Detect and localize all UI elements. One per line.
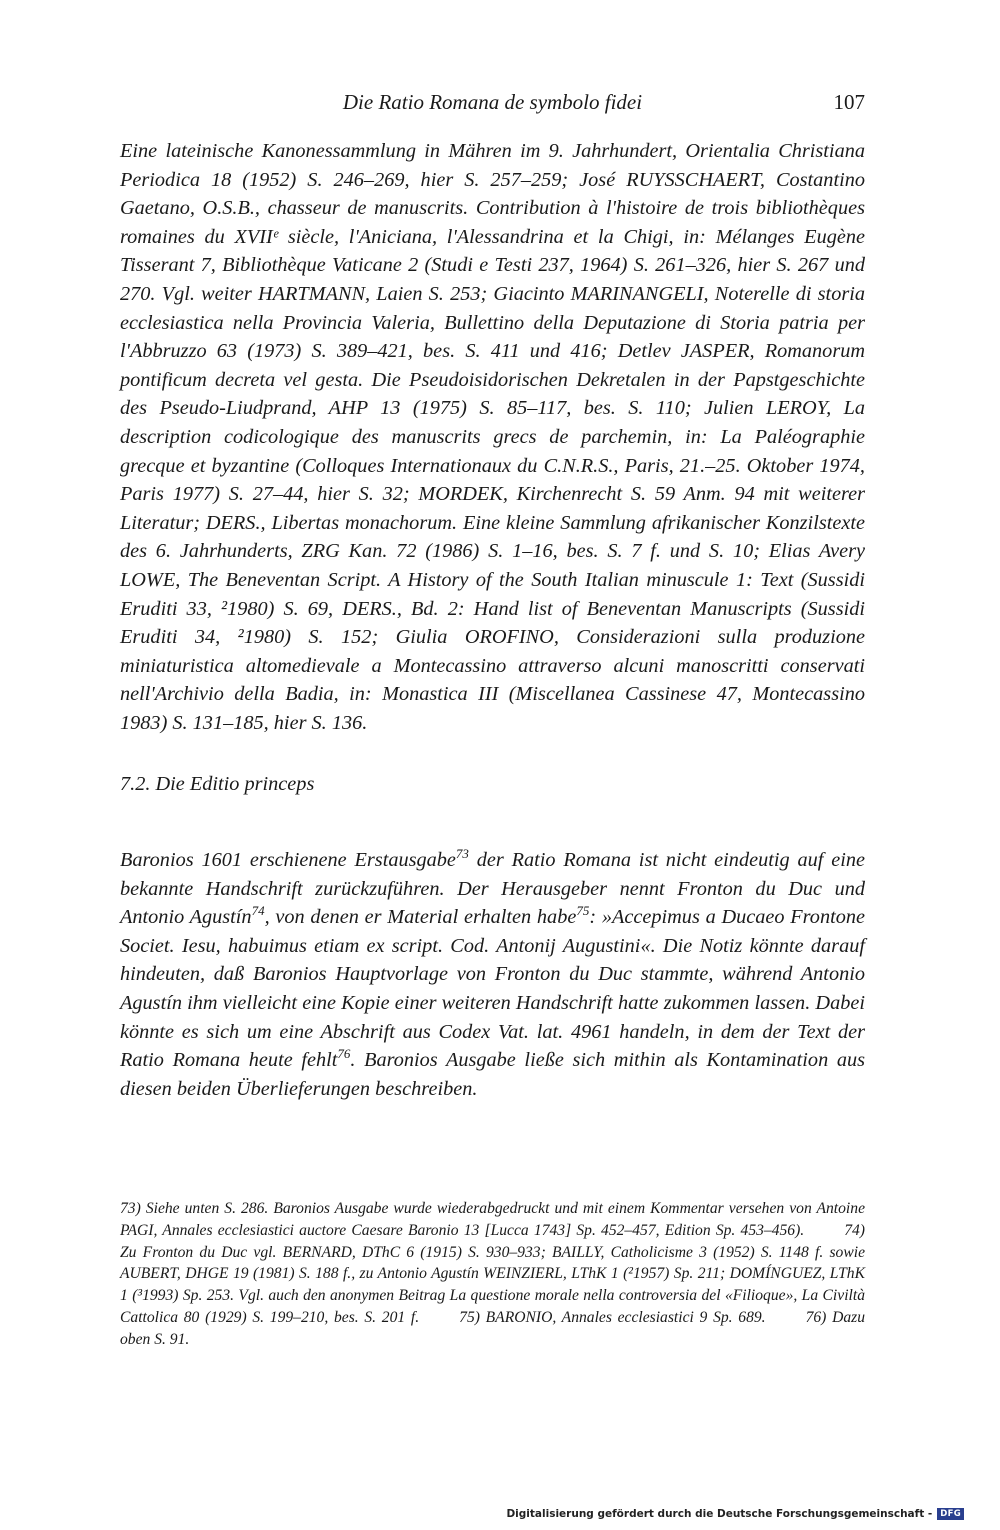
footnote-ref-73[interactable]: 73	[455, 846, 469, 862]
paragraph-text: Baronios 1601 erschienene Erstausgabe	[120, 849, 456, 871]
credit-text: Digitalisierung gefördert durch die Deutsche Forschungsgemeinschaft -	[506, 1508, 933, 1520]
paragraph-text: , von denen er Material erhalten habe	[264, 906, 577, 929]
paragraph-text: : »Accepimus a Ducaeo Frontone Societ. Iesu, habuimus etiam ex script. Cod. Antonij Augustini«. Die Notiz könnte darauf hindeuten, daß Baronios Hauptvorlage von Fronton du Duc stammte, während Antonio Agustín ihm vielleicht eine Kopie einer weiteren Handschrift hatte zukommen lassen. Dabei könnte es sich um eine Abschrift aus Codex Vat. lat. 4961 handeln, in dem der Text der Ratio Romana heute fehlt	[120, 906, 866, 1072]
paragraph-text: . Baronios Ausgabe ließe sich mithin als Kontamination aus diesen beiden Überlieferungen beschreiben.	[120, 1049, 866, 1100]
digitization-credit	[506, 1508, 964, 1520]
footnote-76: 76) Dazu oben S. 91.	[120, 1308, 866, 1348]
running-title: Die Ratio Romana de symbolo fidei	[342, 90, 643, 114]
footnote-ref-75[interactable]: 75	[576, 903, 590, 919]
page-number: 107	[833, 90, 865, 114]
footnote-75: 75) BARONIO, Annales ecclesiastici 9 Sp. 689.	[459, 1308, 766, 1326]
footnote-ref-76[interactable]: 76	[337, 1046, 351, 1062]
section-heading: 7.2. Die Editio princeps	[120, 773, 315, 795]
footnote-ref-74[interactable]: 74	[251, 903, 265, 919]
running-head	[120, 90, 865, 120]
footnotes-block	[120, 1198, 865, 1351]
main-paragraph	[120, 846, 865, 1103]
paragraph-text: der Ratio Romana ist nicht eindeutig auf eine bekannte Handschrift zurückzuführen. Der Herausgeber nennt Fronton du Duc und Antonio Agustín	[120, 849, 865, 929]
footnote-74: 74) Zu Fronton du Duc vgl. BERNARD, DThC 6 (1915) S. 930–933; BAILLY, Catholicisme 3 (1952) S. 1148 f. sowie AUBERT, DHGE 19 (1981) S. 188 f., zu Antonio Agustín WEINZIERL, LThK 1 (²1957) Sp. 211; DOMÍNGUEZ, LThK 1 (³1993) Sp. 253. Vgl. auch den anonymen Beitrag La questione morale nella controversia del «Filioque», La Civiltà Cattolica 80 (1929) S. 199–210, bes. S. 201 f.	[120, 1221, 865, 1326]
footnote-73: 73) Siehe unten S. 286. Baronios Ausgabe wurde wiederabgedruckt und mit einem Kommentar versehen von Antoine PAGI, Annales ecclesiastici auctore Caesare Baronio 13 [Lucca 1743] Sp. 452–457, Edition Sp. 453–456).	[120, 1200, 865, 1239]
dfg-logo: DFG	[937, 1508, 964, 1520]
footnote-continuation: Eine lateinische Kanonessammlung in Mähren im 9. Jahrhundert, Orientalia Christiana Periodica 18 (1952) S. 246–269, hier S. 257–259; José RUYSSCHAERT, Costantino Gaetano, O.S.B., chasseur de manuscrits. Contribution à l'histoire de trois bibliothèques romaines du XVIIᵉ siècle, l'Aniciana, l'Alessandrina et la Chigi, in: Mélanges Eugène Tisserant 7, Bibliothèque Vaticane 2 (Studi e Testi 237, 1964) S. 261–326, hier S. 267 und 270. Vgl. weiter HARTMANN, Laien S. 253; Giacinto MARINANGELI, Noterelle di storia ecclesiastica nella Provincia Valeria, Bullettino della Deputazione di Storia patria per l'Abbruzzo 63 (1973) S. 389–421, bes. S. 411 und 416; Detlev JASPER, Romanorum pontificum decreta vel gesta. Die Pseudoisidorischen Dekretalen in der Papstgeschichte des Pseudo-Liudprand, AHP 13 (1975) S. 85–117, bes. S. 110; Julien LEROY, La description codicologique des manuscrits grecs de parchemin, in: La Paléographie grecque et byzantine (Colloques Internationaux du C.N.R.S., Paris, 21.–25. Oktober 1974, Paris 1977) S. 27–44, hier S. 32; MORDEK, Kirchenrecht S. 59 Anm. 94 mit weiterer Literatur; DERS., Libertas monachorum. Eine kleine Sammlung afrikanischer Konzilstexte des 6. Jahrhunderts, ZRG Kan. 72 (1986) S. 1–16, bes. S. 7 f. und S. 10; Elias Avery LOWE, The Beneventan Script. A History of the South Italian minuscule 1: Text (Sussidi Eruditi 33, ²1980) S. 69, DERS., Bd. 2: Hand list of Beneventan Manuscripts (Sussidi Eruditi 34, ²1980) S. 152; Giulia OROFINO, Considerazioni sulla produzione miniaturistica altomedievale a Montecassino attraverso alcuni manoscritti conservati nell'Archivio della Badia, in: Monastica III (Miscellanea Cassinese 47, Montecassino 1983) S. 131–185, hier S. 136.	[120, 140, 865, 734]
